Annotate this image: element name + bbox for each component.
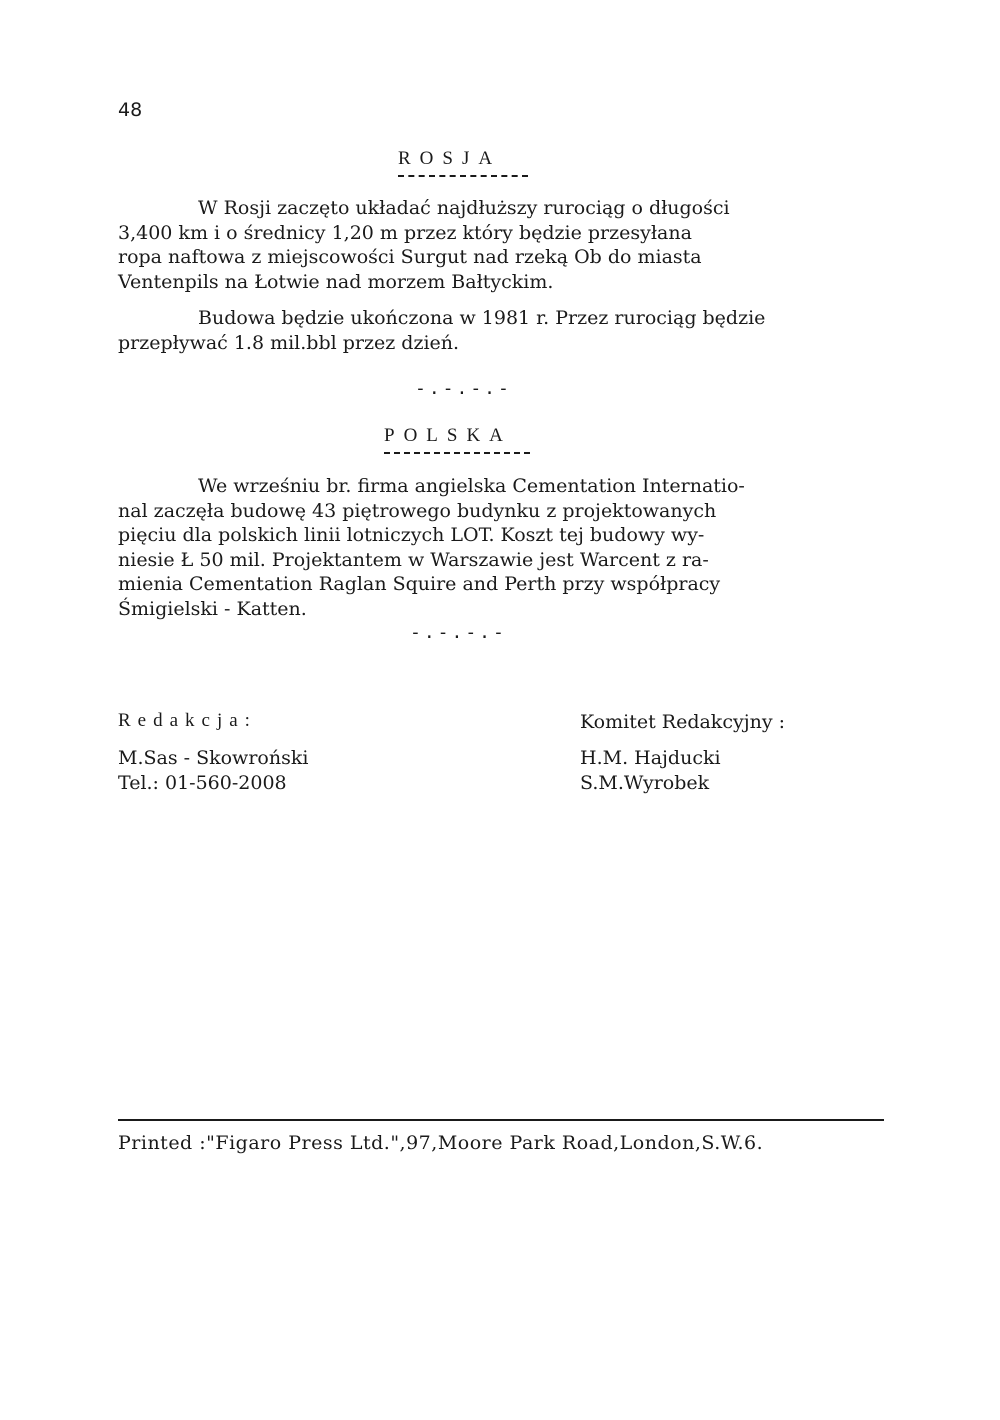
text-line: przepływać 1.8 mil.bbl przez dzień.: [118, 331, 460, 354]
printer-imprint: Printed :"Figaro Press Ltd.",97,Moore Park Road,London,S.W.6.: [118, 1132, 764, 1154]
committee-member: H.M. Hajducki: [580, 747, 721, 769]
text-line: Śmigielski - Katten.: [118, 597, 307, 620]
text-line: mienia Cementation Raglan Squire and Perth przy współpracy: [118, 573, 721, 595]
text-line: W Rosji zaczęto układać najdłuższy rurociąg o długości: [198, 197, 730, 219]
heading-underline: [398, 175, 528, 177]
section-separator: -.-.-.-: [415, 378, 512, 399]
editorial-label: Redakcja:: [118, 710, 257, 731]
text-line: niesie Ł 50 mil. Projektantem w Warszawie jest Warcent z ra-: [118, 548, 709, 571]
page-number: 48: [118, 99, 143, 121]
text-line: pięciu dla polskich linii lotniczych LOT. Koszt tej budowy wy-: [118, 524, 705, 546]
text-line: 3,400 km i o średnicy 1,20 m przez który będzie przesyłana: [118, 221, 692, 244]
section-heading-polska: POLSKA: [384, 425, 512, 446]
paragraph-polska-1: [118, 474, 866, 621]
committee-member: S.M.Wyrobek: [580, 772, 710, 794]
text-line: Ventenpils na Łotwie nad morzem Bałtyckim.: [118, 270, 554, 293]
text-line: nal zaczęła budowę 43 piętrowego budynku z projektowanych: [118, 499, 717, 522]
footer-rule: [118, 1119, 884, 1121]
text-line: ropa naftowa z miejscowości Surgut nad rzeką Ob do miasta: [118, 246, 702, 268]
committee-label: Komitet Redakcyjny :: [580, 711, 786, 733]
heading-underline: [384, 452, 530, 454]
paragraph-rosja-1: [118, 196, 866, 294]
paragraph-rosja-2: [118, 306, 866, 355]
editor-phone: Tel.: 01-560-2008: [118, 772, 287, 794]
text-line: Budowa będzie ukończona w 1981 r. Przez rurociąg będzie: [198, 307, 766, 329]
section-separator: -.-.-.-: [410, 622, 507, 643]
editor-name: M.Sas - Skowroński: [118, 747, 309, 769]
section-heading-rosja: ROSJA: [398, 148, 502, 169]
text-line: We wrześniu br. firma angielska Cementation Internatio-: [198, 475, 745, 497]
